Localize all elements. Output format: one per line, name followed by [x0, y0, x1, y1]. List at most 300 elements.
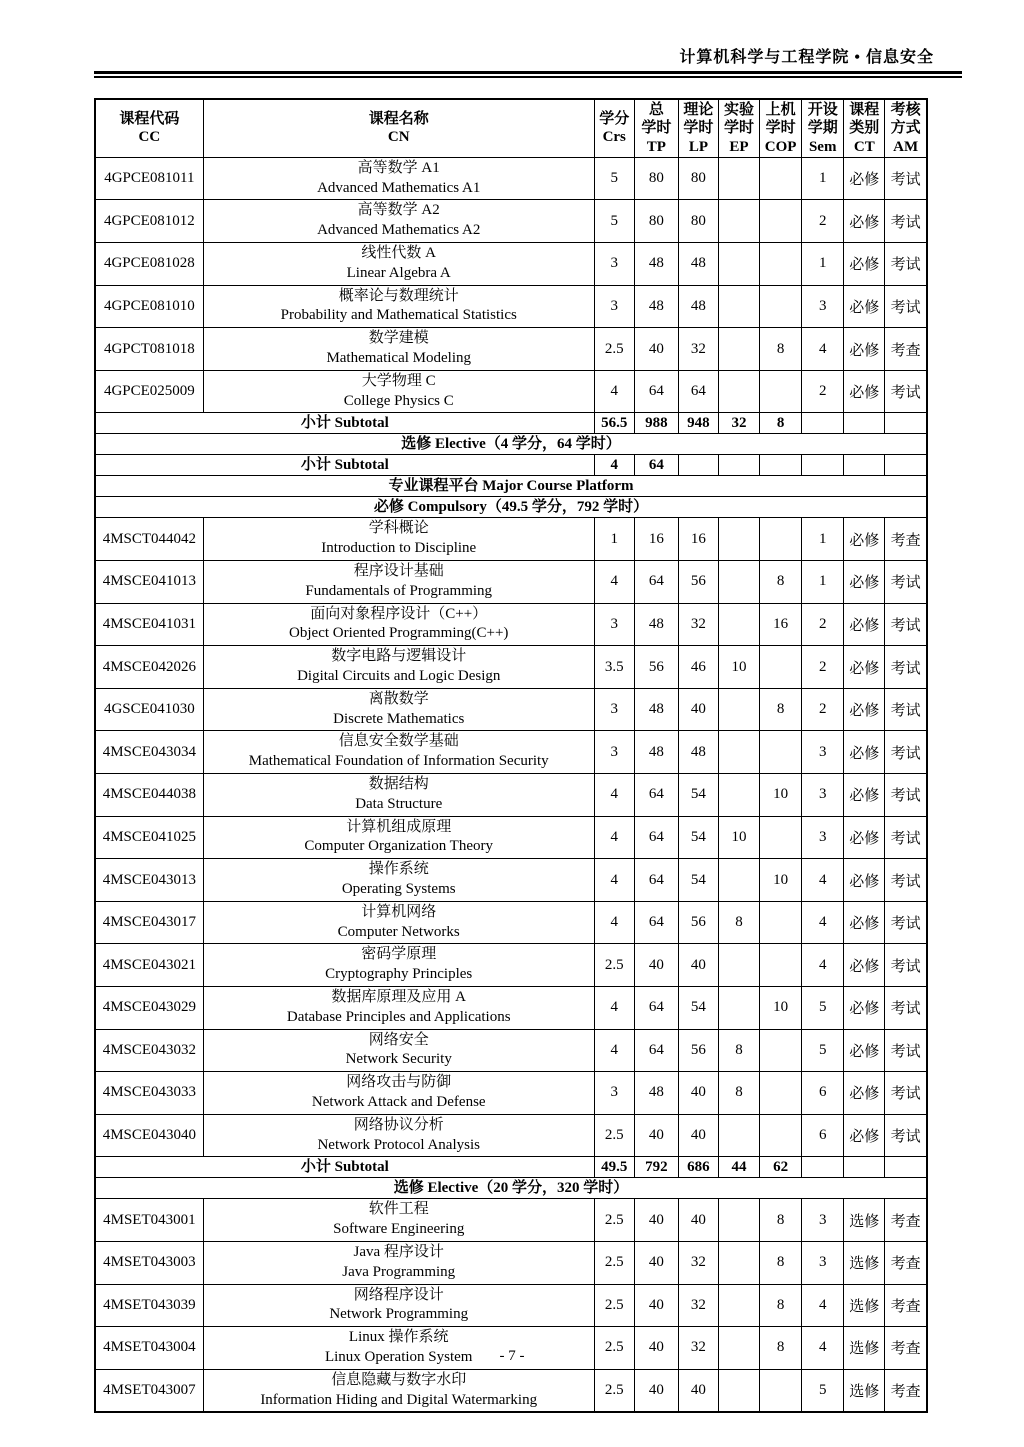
- course-code: 4GPCE081011: [95, 157, 203, 200]
- course-ep: [718, 688, 759, 731]
- course-lp: 16: [678, 518, 718, 561]
- course-code: 4GPCE025009: [95, 370, 203, 413]
- course-ct: 必修: [844, 1072, 885, 1115]
- course-code: 4MSCE041013: [95, 561, 203, 604]
- course-ep: 8: [718, 1029, 759, 1072]
- col-header-line: 上机: [765, 102, 796, 118]
- course-sem: 4: [802, 944, 844, 987]
- course-sem: 2: [802, 603, 844, 646]
- course-code: 4MSCE041031: [95, 603, 203, 646]
- section-row: [95, 476, 927, 497]
- course-lp: 32: [678, 1241, 718, 1284]
- course-code: 4MSCE043040: [95, 1114, 203, 1157]
- course-lp: 54: [678, 774, 718, 817]
- col-header-line: 课程名称: [368, 111, 429, 128]
- course-lp: 54: [678, 986, 718, 1029]
- course-sem: 3: [802, 1199, 844, 1242]
- course-ep: [718, 1114, 759, 1157]
- course-name: [203, 157, 594, 200]
- course-code: 4MSET043004: [95, 1327, 203, 1370]
- col-header-ct: [844, 99, 885, 157]
- col-header-line: TP: [646, 138, 666, 155]
- course-am: 考试: [885, 688, 927, 731]
- course-am: 考试: [885, 1029, 927, 1072]
- course-name: [203, 944, 594, 987]
- course-ct: 必修: [844, 901, 885, 944]
- course-lp: 54: [678, 816, 718, 859]
- course-am: 考试: [885, 1114, 927, 1157]
- course-crs: 3: [594, 688, 634, 731]
- course-am: 考试: [885, 986, 927, 1029]
- table-body: [95, 157, 927, 1412]
- course-ep: [718, 1284, 759, 1327]
- course-name: [203, 1241, 594, 1284]
- course-tp: 64: [634, 901, 678, 944]
- course-tp: 80: [634, 157, 678, 200]
- course-row: [95, 901, 927, 944]
- course-ct: 必修: [844, 688, 885, 731]
- course-cop: [760, 1029, 802, 1072]
- course-ep: [718, 986, 759, 1029]
- course-row: [95, 1199, 927, 1242]
- course-lp: 32: [678, 1284, 718, 1327]
- course-cop: 10: [760, 859, 802, 902]
- subtotal-cop: 8: [760, 413, 802, 434]
- course-ep: 8: [718, 901, 759, 944]
- course-crs: 4: [594, 816, 634, 859]
- course-name-zh: 数字电路与逻辑设计: [331, 648, 467, 665]
- col-header-cop: [760, 99, 802, 157]
- course-am: 考试: [885, 200, 927, 243]
- course-lp: 32: [678, 328, 718, 371]
- course-ct: 必修: [844, 370, 885, 413]
- course-row: [95, 200, 927, 243]
- course-tp: 40: [634, 1199, 678, 1242]
- col-header-line: 总: [648, 102, 664, 118]
- course-crs: 2.5: [594, 944, 634, 987]
- course-name-zh: Java 程序设计: [353, 1243, 444, 1260]
- course-row: [95, 1072, 927, 1115]
- course-row: [95, 285, 927, 328]
- course-name-zh: 学科概论: [368, 520, 429, 537]
- subtotal-sem: [802, 1157, 844, 1178]
- course-tp: 48: [634, 285, 678, 328]
- col-header-line: Crs: [602, 129, 626, 146]
- course-code: 4MSCE043021: [95, 944, 203, 987]
- col-header-line: CN: [387, 129, 410, 146]
- subtotal-crs: 4: [594, 455, 634, 476]
- course-lp: 32: [678, 603, 718, 646]
- course-code: 4GPCT081018: [95, 328, 203, 371]
- course-crs: 5: [594, 157, 634, 200]
- course-name-en: Mathematical Foundation of Information Security: [248, 753, 549, 770]
- course-crs: 3: [594, 731, 634, 774]
- col-header-ep: [718, 99, 759, 157]
- course-name-en: Discrete Mathematics: [333, 710, 465, 727]
- course-ct: 必修: [844, 603, 885, 646]
- course-ct: 必修: [844, 285, 885, 328]
- subtotal-ct: [844, 1157, 885, 1178]
- course-lp: 40: [678, 1114, 718, 1157]
- course-crs: 4: [594, 901, 634, 944]
- col-header-cc: [95, 99, 203, 157]
- course-am: 考试: [885, 646, 927, 689]
- course-row: [95, 688, 927, 731]
- course-name-en: Network Programming: [329, 1306, 469, 1323]
- course-ct: 必修: [844, 774, 885, 817]
- course-ct: 必修: [844, 1114, 885, 1157]
- course-sem: 6: [802, 1072, 844, 1115]
- course-row: [95, 370, 927, 413]
- col-header-crs: [594, 99, 634, 157]
- course-name-zh: 线性代数 A: [361, 245, 437, 262]
- course-cop: [760, 944, 802, 987]
- course-ep: [718, 731, 759, 774]
- col-header-lp: [678, 99, 718, 157]
- subtotal-lp: [678, 455, 718, 476]
- course-name-en: Introduction to Discipline: [321, 540, 477, 557]
- course-row: [95, 646, 927, 689]
- subtotal-am: [885, 1157, 927, 1178]
- course-code: 4MSCE043033: [95, 1072, 203, 1115]
- course-name-en: Computer Networks: [337, 923, 460, 940]
- course-sem: 2: [802, 200, 844, 243]
- course-ct: 选修: [844, 1199, 885, 1242]
- course-ep: [718, 243, 759, 286]
- course-name-zh: 面向对象程序设计（C++）: [310, 605, 488, 622]
- course-tp: 64: [634, 859, 678, 902]
- course-tp: 64: [634, 986, 678, 1029]
- col-header-line: 学期: [807, 120, 838, 137]
- course-name: [203, 1029, 594, 1072]
- course-sem: 4: [802, 901, 844, 944]
- course-name: [203, 901, 594, 944]
- course-row: [95, 157, 927, 200]
- subtotal-am: [885, 455, 927, 476]
- course-sem: 1: [802, 243, 844, 286]
- course-ct: 必修: [844, 243, 885, 286]
- course-name-en: Network Security: [345, 1051, 452, 1068]
- subtotal-sem: [802, 413, 844, 434]
- course-sem: 5: [802, 1369, 844, 1412]
- course-cop: 8: [760, 688, 802, 731]
- course-crs: 1: [594, 518, 634, 561]
- course-am: 考试: [885, 157, 927, 200]
- course-am: 考试: [885, 243, 927, 286]
- course-row: [95, 1369, 927, 1412]
- subtotal-ep: 44: [718, 1157, 759, 1178]
- course-code: 4MSET043039: [95, 1284, 203, 1327]
- subtotal-ct: [844, 455, 885, 476]
- subtotal-tp: 988: [634, 413, 678, 434]
- course-sem: 5: [802, 986, 844, 1029]
- course-name-en: Mathematical Modeling: [326, 350, 471, 367]
- course-name: [203, 816, 594, 859]
- subtotal-crs: 49.5: [594, 1157, 634, 1178]
- page-number: - 7 -: [499, 1348, 525, 1364]
- course-am: 考试: [885, 561, 927, 604]
- course-tp: 40: [634, 328, 678, 371]
- course-name-en: Advanced Mathematics A1: [317, 179, 481, 196]
- course-code: 4MSCE041025: [95, 816, 203, 859]
- section-label: 专业课程平台 Major Course Platform: [95, 476, 927, 497]
- course-name-zh: 计算机组成原理: [346, 818, 452, 835]
- course-sem: 3: [802, 731, 844, 774]
- course-cop: 10: [760, 986, 802, 1029]
- course-ct: 必修: [844, 518, 885, 561]
- col-header-line: CT: [853, 138, 875, 155]
- course-name-zh: 数学建模: [368, 330, 429, 347]
- course-lp: 48: [678, 243, 718, 286]
- course-ep: 8: [718, 1072, 759, 1115]
- course-ct: 必修: [844, 816, 885, 859]
- course-code: 4MSCE043017: [95, 901, 203, 944]
- section-label: 选修 Elective（20 学分，320 学时）: [95, 1178, 927, 1199]
- course-crs: 4: [594, 986, 634, 1029]
- course-name-zh: 数据库原理及应用 A: [331, 988, 467, 1005]
- course-name-zh: 网络程序设计: [353, 1286, 444, 1303]
- course-name-en: Database Principles and Applications: [286, 1008, 511, 1025]
- col-header-line: 开设: [807, 102, 838, 118]
- course-sem: 6: [802, 1114, 844, 1157]
- course-crs: 4: [594, 370, 634, 413]
- course-name: [203, 200, 594, 243]
- course-am: 考查: [885, 1369, 927, 1412]
- section-row: [95, 497, 927, 518]
- course-lp: 56: [678, 901, 718, 944]
- subtotal-label: 小计 Subtotal: [95, 413, 594, 434]
- course-tp: 64: [634, 816, 678, 859]
- subtotal-crs: 56.5: [594, 413, 634, 434]
- course-ep: [718, 603, 759, 646]
- course-am: 考试: [885, 1072, 927, 1115]
- course-tp: 64: [634, 561, 678, 604]
- course-name: [203, 518, 594, 561]
- course-lp: 64: [678, 370, 718, 413]
- course-ct: 必修: [844, 986, 885, 1029]
- course-sem: 2: [802, 688, 844, 731]
- course-am: 考查: [885, 328, 927, 371]
- course-cop: [760, 1072, 802, 1115]
- course-crs: 3: [594, 1072, 634, 1115]
- course-name-zh: 软件工程: [368, 1201, 429, 1218]
- course-name: [203, 561, 594, 604]
- col-header-sem: [802, 99, 844, 157]
- course-tp: 40: [634, 944, 678, 987]
- course-code: 4MSCE043029: [95, 986, 203, 1029]
- col-header-line: 学分: [599, 111, 630, 128]
- table-header: [95, 99, 927, 157]
- course-tp: 80: [634, 200, 678, 243]
- course-ct: 必修: [844, 561, 885, 604]
- course-sem: 2: [802, 370, 844, 413]
- subtotal-tp: 792: [634, 1157, 678, 1178]
- course-row: [95, 816, 927, 859]
- course-tp: 48: [634, 243, 678, 286]
- course-tp: 48: [634, 603, 678, 646]
- course-plan-table: [94, 98, 928, 1413]
- course-cop: 8: [760, 1327, 802, 1370]
- col-header-line: 类别: [849, 120, 880, 137]
- course-name: [203, 986, 594, 1029]
- course-name: [203, 328, 594, 371]
- course-ct: 必修: [844, 157, 885, 200]
- course-crs: 3: [594, 603, 634, 646]
- course-am: 考试: [885, 731, 927, 774]
- course-tp: 64: [634, 370, 678, 413]
- section-row: [95, 1178, 927, 1199]
- course-cop: 10: [760, 774, 802, 817]
- col-header-line: 学时: [765, 120, 796, 137]
- section-label: 选修 Elective（4 学分，64 学时）: [95, 434, 927, 455]
- course-tp: 64: [634, 774, 678, 817]
- course-ep: [718, 1199, 759, 1242]
- course-name-en: Object Oriented Programming(C++): [289, 625, 509, 642]
- course-ep: 10: [718, 646, 759, 689]
- course-tp: 40: [634, 1369, 678, 1412]
- course-am: 考查: [885, 1284, 927, 1327]
- course-crs: 5: [594, 200, 634, 243]
- course-ct: 必修: [844, 200, 885, 243]
- course-row: [95, 1284, 927, 1327]
- course-name: [203, 285, 594, 328]
- course-name-zh: 密码学原理: [361, 946, 437, 963]
- col-header-line: 课程代码: [119, 111, 180, 128]
- course-name-zh: 网络安全: [368, 1031, 429, 1048]
- col-header-line: 学时: [724, 120, 755, 137]
- course-am: 考试: [885, 603, 927, 646]
- subtotal-ep: [718, 455, 759, 476]
- course-cop: [760, 1369, 802, 1412]
- course-ct: 必修: [844, 944, 885, 987]
- subtotal-sem: [802, 455, 844, 476]
- course-name-en: Advanced Mathematics A2: [317, 222, 481, 239]
- course-ep: [718, 200, 759, 243]
- course-ct: 必修: [844, 328, 885, 371]
- subtotal-ct: [844, 413, 885, 434]
- course-name-zh: 操作系统: [368, 861, 429, 878]
- course-ep: [718, 561, 759, 604]
- course-lp: 40: [678, 1072, 718, 1115]
- col-header-am: [885, 99, 927, 157]
- col-header-line: CC: [138, 129, 161, 146]
- course-am: 考试: [885, 774, 927, 817]
- course-ct: 选修: [844, 1327, 885, 1370]
- course-ct: 必修: [844, 731, 885, 774]
- course-name-en: Cryptography Principles: [325, 966, 473, 983]
- course-tp: 16: [634, 518, 678, 561]
- course-lp: 80: [678, 200, 718, 243]
- course-row: [95, 518, 927, 561]
- course-crs: 2.5: [594, 1114, 634, 1157]
- course-sem: 5: [802, 1029, 844, 1072]
- course-row: [95, 986, 927, 1029]
- course-sem: 2: [802, 646, 844, 689]
- course-am: 考查: [885, 518, 927, 561]
- course-name-en: Probability and Mathematical Statistics: [280, 307, 517, 324]
- course-ep: [718, 370, 759, 413]
- course-row: [95, 561, 927, 604]
- course-ep: [718, 157, 759, 200]
- course-code: 4GSCE041030: [95, 688, 203, 731]
- course-ep: [718, 859, 759, 902]
- course-sem: 4: [802, 859, 844, 902]
- course-ct: 必修: [844, 859, 885, 902]
- course-name-zh: 高等数学 A2: [357, 202, 440, 219]
- course-cop: [760, 731, 802, 774]
- header-title: 计算机科学与工程学院 • 信息安全: [679, 49, 934, 66]
- section-label: 必修 Compulsory（49.5 学分，792 学时）: [95, 497, 927, 518]
- course-sem: 1: [802, 518, 844, 561]
- course-cop: 8: [760, 561, 802, 604]
- course-name: [203, 646, 594, 689]
- subtotal-label: 小计 Subtotal: [95, 455, 594, 476]
- col-header-line: 课程: [849, 102, 880, 118]
- col-header-line: 方式: [890, 120, 921, 137]
- course-am: 考查: [885, 1241, 927, 1284]
- course-code: 4MSCT044042: [95, 518, 203, 561]
- course-crs: 3: [594, 285, 634, 328]
- course-code: 4MSCE043032: [95, 1029, 203, 1072]
- subtotal-label: 小计 Subtotal: [95, 1157, 594, 1178]
- course-name-zh: 信息安全数学基础: [338, 733, 459, 750]
- subtotal-am: [885, 413, 927, 434]
- course-crs: 4: [594, 859, 634, 902]
- course-tp: 40: [634, 1327, 678, 1370]
- course-am: 考试: [885, 901, 927, 944]
- course-row: [95, 859, 927, 902]
- course-tp: 64: [634, 1029, 678, 1072]
- course-name-zh: 概率论与数理统计: [338, 287, 459, 304]
- course-crs: 3.5: [594, 646, 634, 689]
- course-lp: 40: [678, 1199, 718, 1242]
- course-cop: [760, 901, 802, 944]
- course-name-en: Digital Circuits and Logic Design: [297, 668, 501, 685]
- course-row: [95, 1114, 927, 1157]
- section-row: [95, 434, 927, 455]
- course-name: [203, 774, 594, 817]
- course-name-zh: 大学物理 C: [361, 372, 436, 389]
- table-header-row: [95, 99, 927, 157]
- subtotal-row: [95, 413, 927, 434]
- course-name-zh: 信息隐藏与数字水印: [331, 1371, 467, 1388]
- col-header-line: 考核: [890, 102, 921, 118]
- course-crs: 2.5: [594, 1241, 634, 1284]
- course-cop: 8: [760, 1199, 802, 1242]
- course-cop: 8: [760, 1241, 802, 1284]
- col-header-line: 学时: [683, 120, 714, 137]
- course-ct: 选修: [844, 1284, 885, 1327]
- course-name-en: Fundamentals of Programming: [305, 582, 493, 599]
- course-cop: 8: [760, 1284, 802, 1327]
- course-am: 考试: [885, 944, 927, 987]
- course-lp: 46: [678, 646, 718, 689]
- course-name-zh: 计算机网络: [361, 903, 437, 920]
- course-am: 考试: [885, 859, 927, 902]
- course-tp: 56: [634, 646, 678, 689]
- course-ep: 10: [718, 816, 759, 859]
- course-crs: 2.5: [594, 328, 634, 371]
- course-lp: 32: [678, 1327, 718, 1370]
- col-header-cn: [203, 99, 594, 157]
- course-name-en: Data Structure: [355, 795, 443, 812]
- col-header-line: EP: [729, 138, 749, 155]
- course-code: 4MSET043007: [95, 1369, 203, 1412]
- course-sem: 1: [802, 157, 844, 200]
- course-sem: 4: [802, 328, 844, 371]
- course-row: [95, 774, 927, 817]
- course-name-en: Computer Organization Theory: [304, 838, 493, 855]
